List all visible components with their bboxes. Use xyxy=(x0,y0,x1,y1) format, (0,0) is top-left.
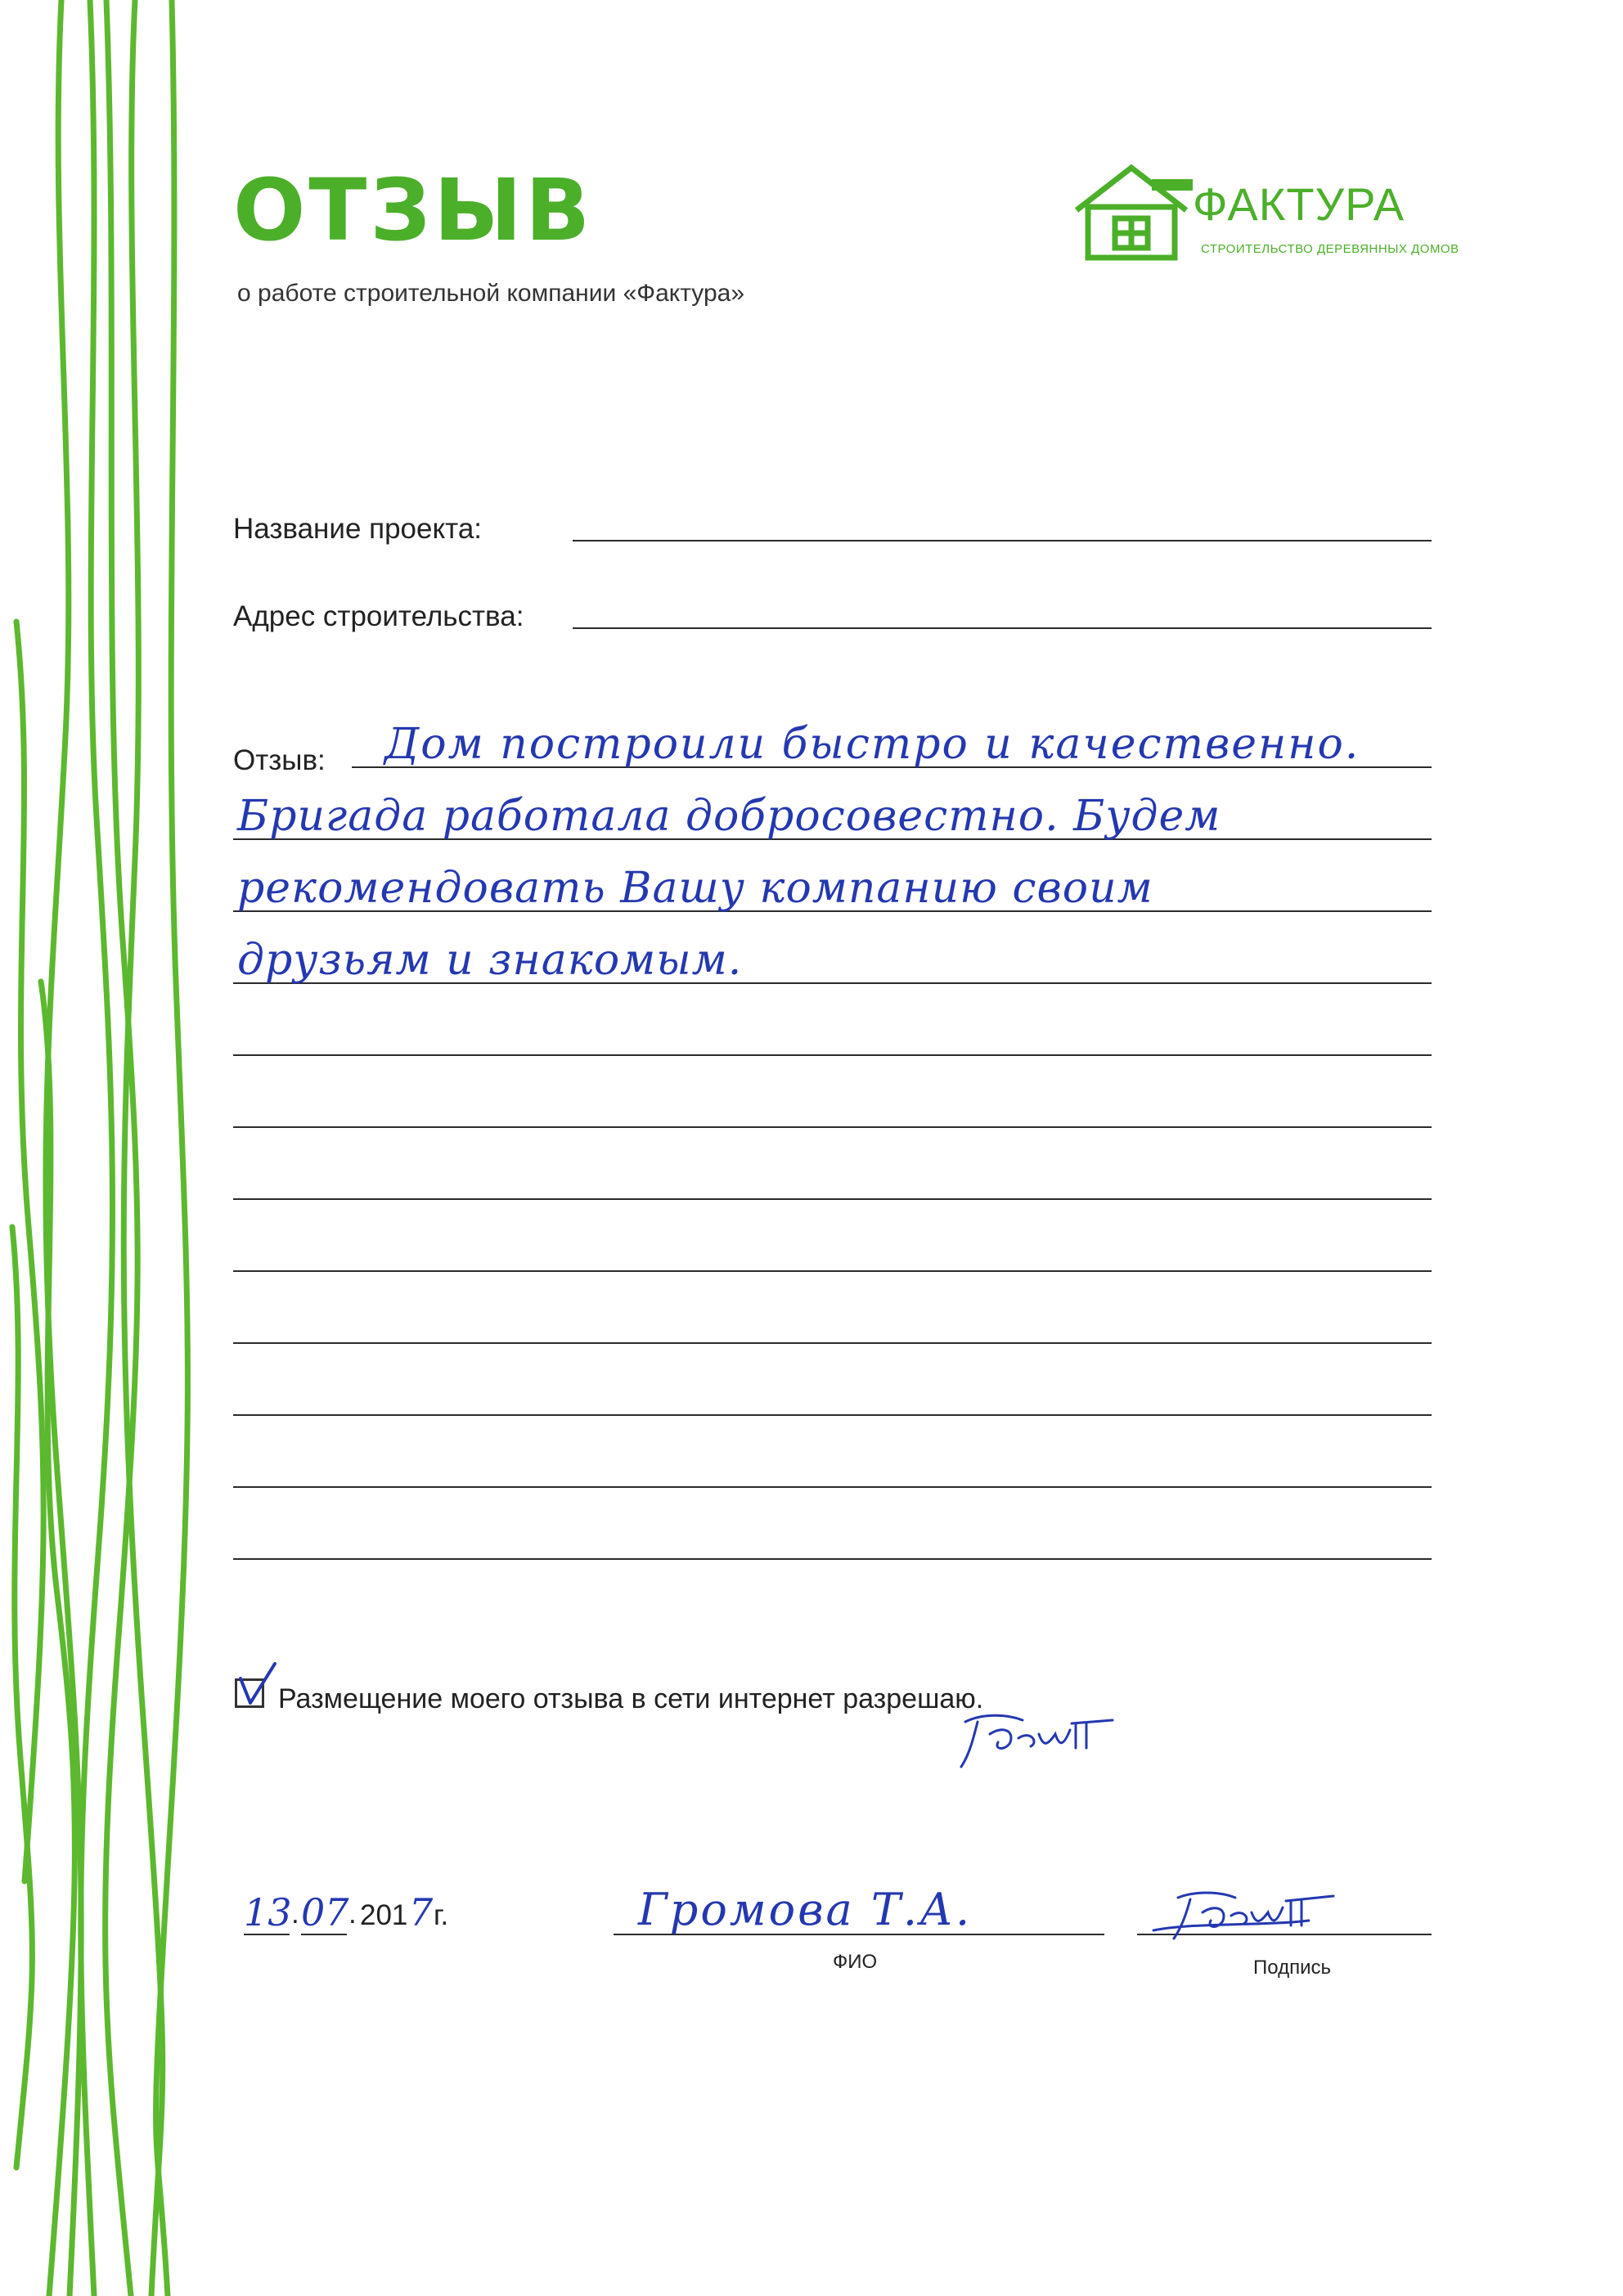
review-line xyxy=(233,1558,1432,1560)
logo-name: ФАКТУРА xyxy=(1193,178,1405,230)
house-icon xyxy=(1070,160,1193,262)
consent-text: Размещение моего отзыва в сети интернет разрешаю. xyxy=(278,1683,984,1714)
review-line xyxy=(233,1486,1432,1488)
date-day: 13 xyxy=(244,1890,292,1934)
review-line xyxy=(233,1270,1432,1272)
date-separator: . xyxy=(348,1898,357,1930)
signature-mark xyxy=(941,1705,1121,1771)
date-year-digit: 7 xyxy=(409,1890,434,1934)
name-caption: ФИО xyxy=(833,1951,878,1973)
date-year-prefix: 201 xyxy=(360,1899,408,1931)
review-label: Отзыв: xyxy=(233,744,326,776)
review-handwritten-line: друзьям и знакомым. xyxy=(237,936,743,985)
project-name-label: Название проекта: xyxy=(233,513,483,545)
review-handwritten-line: рекомендовать Вашу компанию своим xyxy=(237,864,1153,913)
date-year-suffix: г. xyxy=(434,1899,449,1931)
signature-caption: Подпись xyxy=(1253,1957,1331,1979)
review-line xyxy=(233,1414,1432,1416)
date-underline xyxy=(301,1934,347,1935)
review-handwritten-line: Дом построили быстро и качественно. xyxy=(384,720,1360,769)
logo-tagline: СТРОИТЕЛЬСТВО ДЕРЕВЯННЫХ ДОМОВ xyxy=(1201,242,1459,256)
date-separator: . xyxy=(291,1898,299,1930)
review-line xyxy=(233,1126,1432,1128)
date-month: 07 xyxy=(301,1890,349,1934)
project-name-line xyxy=(573,540,1432,541)
address-label: Адрес строительства: xyxy=(233,600,524,632)
review-line xyxy=(233,1342,1432,1344)
checkmark-icon xyxy=(237,1660,280,1708)
document-subtitle: о работе строительной компании «Фактура» xyxy=(237,280,745,307)
full-name: Громова Т.А. xyxy=(638,1884,973,1935)
document-title: ОТЗЫВ xyxy=(233,160,594,260)
address-line xyxy=(573,627,1432,629)
review-line xyxy=(233,1054,1432,1056)
review-line xyxy=(233,1198,1432,1200)
signature xyxy=(1145,1881,1358,1947)
date-underline xyxy=(244,1934,290,1935)
review-handwritten-line: Бригада работала добросовестно. Будем xyxy=(237,792,1221,841)
decorative-green-stripes xyxy=(0,0,213,2296)
